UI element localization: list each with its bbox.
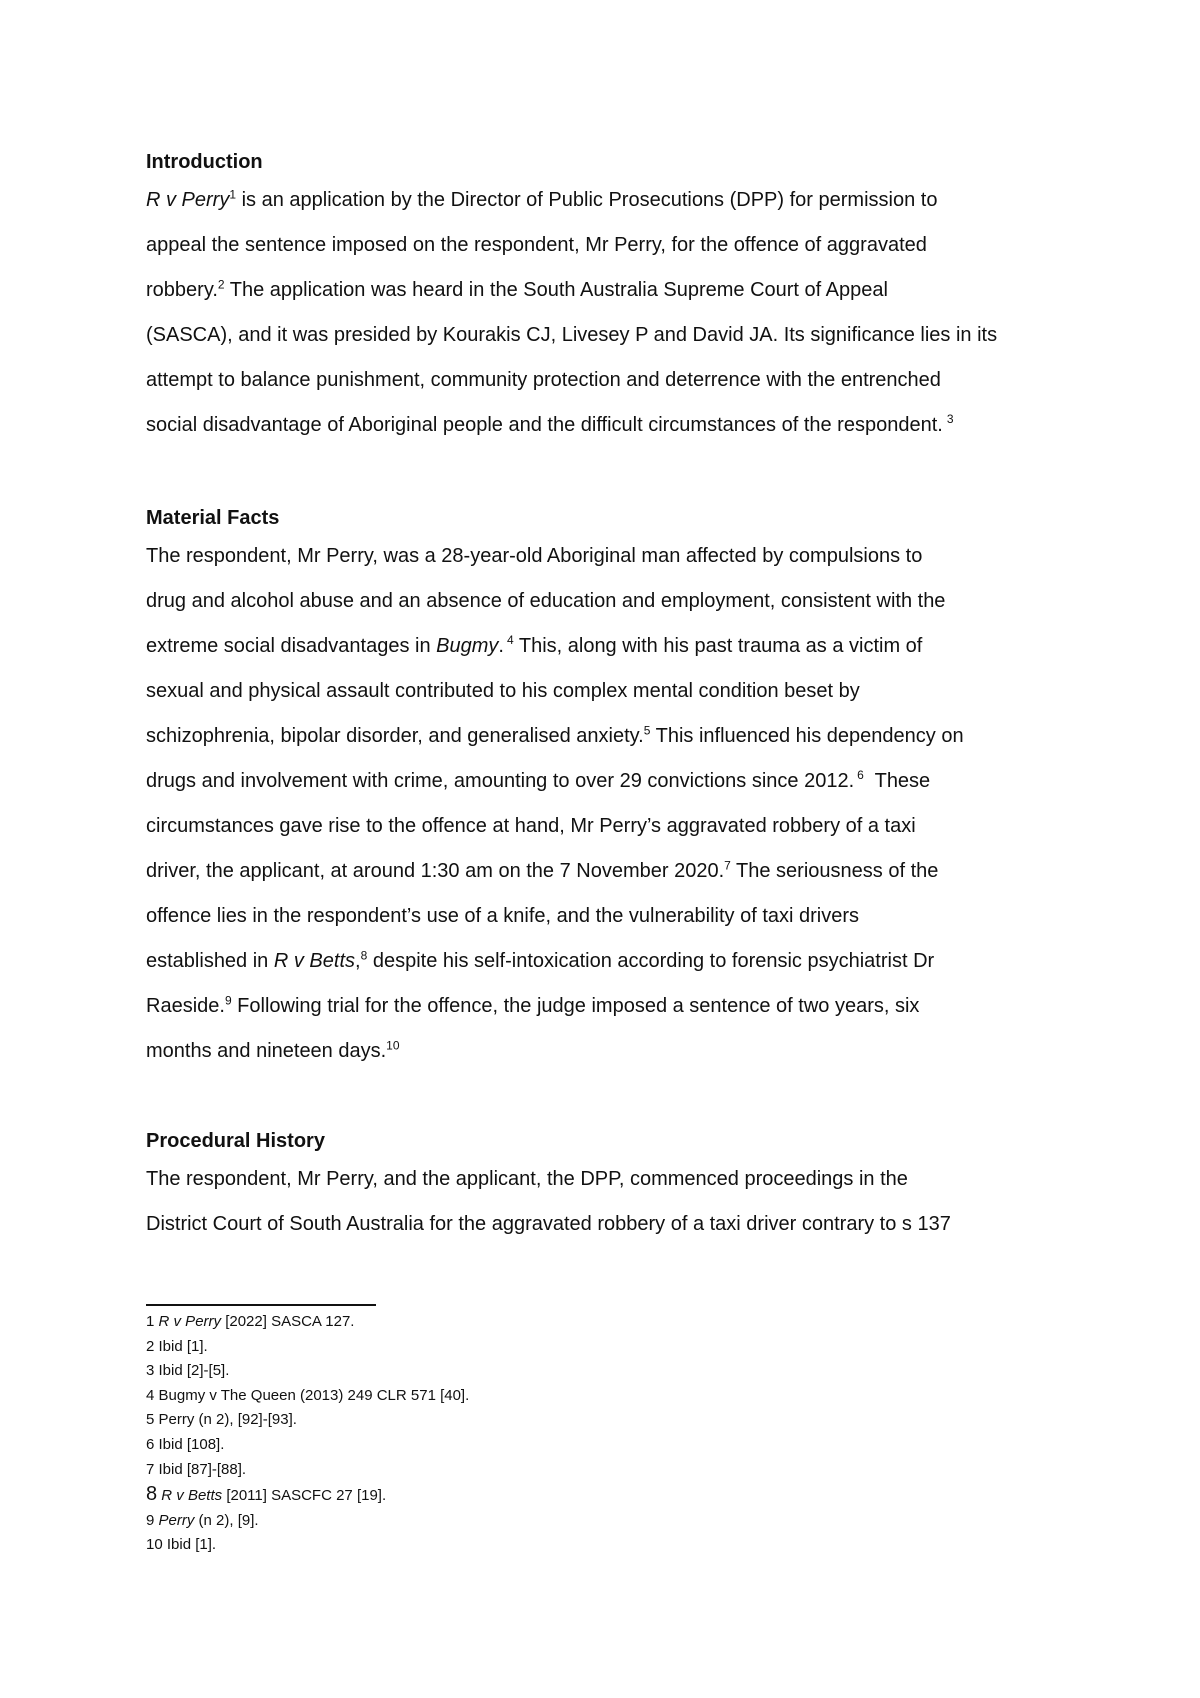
footnote: 7 Ibid [87]-[88]. [146,1460,247,1478]
paragraph-line: established in R v Betts,$^8$ despite his self-intoxication according to forensic psychiatrist Dr [146,948,935,972]
footnote: 9 Perry (n 2), [9]. [146,1511,259,1529]
section-introduction [146,150,1066,448]
section-heading: Introduction [146,151,263,173]
paragraph-line: social disadvantage of Aboriginal people and the difficult circumstances of the respondent. $^3$ [146,412,954,436]
paragraph-line: drugs and involvement with crime, amounting to over 29 convictions since 2012. $^6$ These [146,768,931,792]
paragraph-line: drug and alcohol abuse and an absence of education and employment, consistent with the [146,590,946,612]
footnote-ref[interactable]: 3 [946,412,954,427]
paragraph-line: circumstances gave rise to the offence at hand, Mr Perry’s aggravated robbery of a taxi [146,815,916,837]
footnote-ref[interactable]: 4 [506,633,514,648]
case-citation: Bugmy [436,635,499,657]
paragraph-line: months and nineteen days.$^{10}$ [146,1038,400,1062]
footnote-ref[interactable]: 7 [724,858,731,873]
footnote: 10 Ibid [1]. [146,1536,217,1554]
footnotes [146,1310,1046,1558]
footnote: 6 Ibid [108]. [146,1435,225,1453]
footnote: 3 Ibid [2]-[5]. [146,1362,230,1380]
footnote-separator [146,1304,376,1306]
footnote-ref[interactable]: 5 [643,723,651,738]
paragraph-line: extreme social disadvantages in Bugmy. $^4$ This, along with his past trauma as a victim of [146,633,923,657]
footnote: 1 R v Perry [2022] SASCA 127. [146,1313,355,1330]
case-citation: R v Betts [273,950,356,972]
section-procedural-history [146,1129,1066,1247]
paragraph-line: (SASCA), and it was presided by Kourakis CJ, Livesey P and David JA. Its significance lies in its [146,324,998,346]
paragraph-line: robbery.$^2$ The application was heard in the South Australia Supreme Court of Appeal [146,277,888,301]
paragraph-line: sexual and physical assault contributed to his complex mental condition beset by [146,680,860,702]
paragraph-line: attempt to balance punishment, community protection and deterrence with the entrenched [146,369,941,391]
paragraph-line: District Court of South Australia for the aggravated robbery of a taxi driver contrary to s 137 [146,1213,951,1235]
paragraph-line: The respondent, Mr Perry, was a 28-year-old Aboriginal man affected by compulsions to [146,545,923,567]
footnote-ref[interactable]: 8 [360,948,368,963]
paragraph-line: R v Perry$^1$ is an application by the Director of Public Prosecutions (DPP) for permission to [146,187,938,211]
footnote-ref[interactable]: 9 [224,993,232,1008]
footnote: 8 R v Betts [2011] SASCFC 27 [19]. [146,1483,387,1506]
footnote-ref[interactable]: 6 [857,768,864,783]
section-heading: Procedural History [146,1130,325,1152]
paragraph-line: schizophrenia, bipolar disorder, and generalised anxiety.$^5$ This influenced his dependency on [146,723,964,747]
paragraph-line: offence lies in the respondent’s use of a knife, and the vulnerability of taxi drivers [146,905,860,927]
section-material-facts [146,506,1066,1074]
paragraph-line: driver, the applicant, at around 1:30 am on the 7 November 2020.$^7$ The seriousness of the [146,858,939,882]
footnote-ref[interactable]: 1 [229,187,237,202]
footnote: 5 Perry (n 2), [92]-[93]. [146,1411,297,1429]
paragraph-line: appeal the sentence imposed on the respondent, Mr Perry, for the offence of aggravated [146,234,927,256]
footnote: 2 Ibid [1]. [146,1337,208,1355]
paragraph-line: Raeside.$^9$ Following trial for the offence, the judge imposed a sentence of two years, six [146,993,920,1017]
footnote-ref[interactable]: 10 [386,1038,400,1053]
footnote-ref[interactable]: 2 [217,277,225,292]
paragraph-line: The respondent, Mr Perry, and the applicant, the DPP, commenced proceedings in the [146,1168,908,1190]
section-heading: Material Facts [146,507,280,529]
case-citation: R v Perry [146,189,230,211]
footnote: 4 Bugmy v The Queen (2013) 249 CLR 571 [40]. [146,1386,470,1404]
